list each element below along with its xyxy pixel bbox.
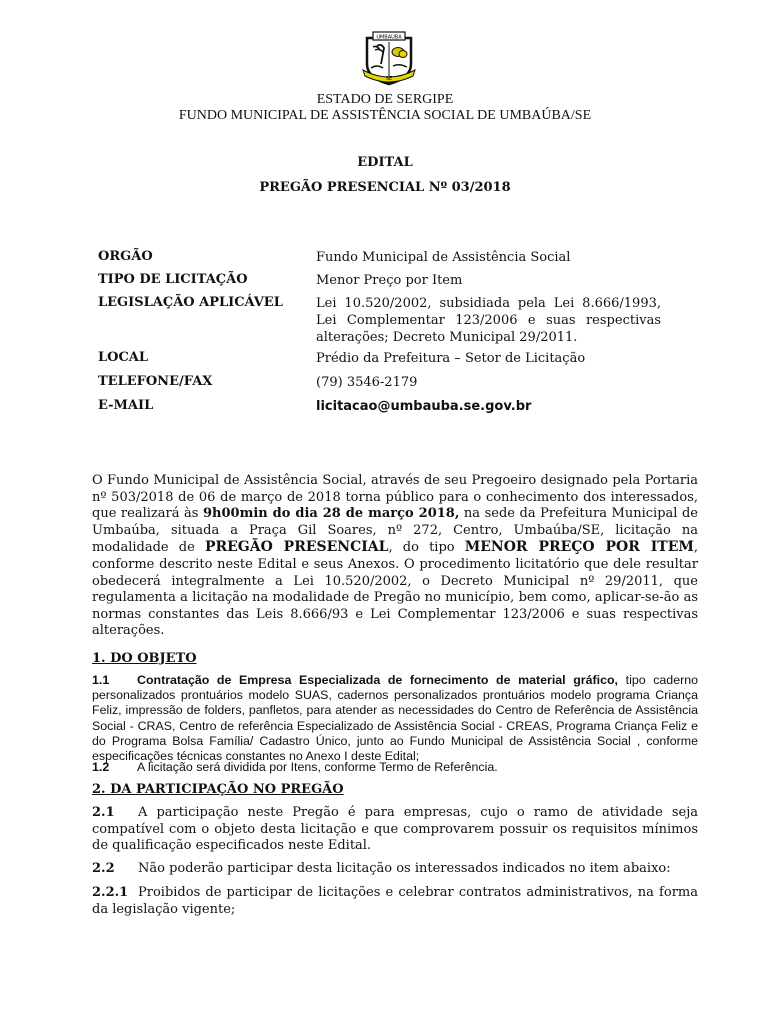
item-1-1-text: tipo caderno personalizados prontuários modelo SUAS, cadernos personalizados prontuários modelo programa Criança Feliz, impressão de folders, panfletos, para atender as necessidades do Centro de Referência de Assistência Social - CRAS, Centro de referência Especializado de Assistência Social - CREAS, Programa Criança Feliz e do Programa Bolsa Família/ Cadastro Único, junto ao Fundo Municipal de Assistência Social , conforme especificações técnicas constantes no Anexo I deste Edital; bbox=[92, 673, 698, 764]
telefone-label: TELEFONE/FAX bbox=[98, 374, 213, 389]
item-1-1 bbox=[92, 673, 698, 764]
intro-text-4: , conforme descrito neste Edital e seus Anexos. O procedimento licitatório que dele resultar obedecerá integralmente a Lei 10.520/2002, o Decreto Municipal nº 29/2011, que regulamenta a licitação na modalidade de Pregão no município, bem como, aplicar-se-ão as normas constantes das Leis 8.666/93 e Lei Complementar 123/2006 e suas respectivas alterações. bbox=[92, 540, 699, 639]
item-2-2-text: Não poderão participar desta licitação os interessados indicados no item abaixo: bbox=[138, 861, 671, 876]
item-2-1-text: A participação neste Pregão é para empresas, cujo o ramo de atividade seja compatível com o objeto desta licitação e que comprovarem possuir os requisitos mínimos de qualificação especificados neste Edital. bbox=[92, 805, 698, 854]
intro-text-1: O Fundo Municipal de Assistência Social, através de seu Pregoeiro designado pela Portaria nº 503/2018 de 06 de março de 2018 torna público para o conhecimento dos interessados, que realizará às bbox=[92, 473, 698, 522]
title-pregao: PREGÃO PRESENCIAL Nº 03/2018 bbox=[259, 180, 511, 195]
intro-date-bold: 9h00min do dia 28 de março 2018, bbox=[203, 506, 460, 522]
item-2-1-number: 2.1 bbox=[92, 805, 115, 820]
header-fund: FUNDO MUNICIPAL DE ASSISTÊNCIA SOCIAL DE UMBAÚBA/SE bbox=[178, 108, 592, 123]
email-label: E-MAIL bbox=[98, 398, 154, 413]
intro-text-2: na sede da Prefeitura Municipal de Umbaúba, situada a Praça Gil Soares, nº 272, Centro, Umbaúba/SE, licitação na modalidade de bbox=[92, 506, 698, 556]
item-2-2-1 bbox=[92, 885, 698, 918]
item-2-2-1-number: 2.2.1 bbox=[92, 885, 129, 900]
orgao-value: Fundo Municipal de Assistência Social bbox=[316, 250, 571, 265]
logo-banner-text: UMBAUBA bbox=[376, 34, 402, 41]
orgao-label: ORGÃO bbox=[98, 249, 153, 264]
item-2-2-number: 2.2 bbox=[92, 861, 115, 876]
intro-text-3: , do tipo bbox=[388, 540, 455, 556]
intro-modalidade-bold: PREGÃO PRESENCIAL bbox=[204, 539, 389, 556]
item-2-2-1-text: Proibidos de participar de licitações e celebrar contratos administrativos, na forma da legislação vigente; bbox=[92, 885, 698, 917]
item-1-1-number: 1.1 bbox=[92, 673, 110, 687]
intro-tipo-bold: MENOR PREÇO POR ITEM bbox=[464, 539, 694, 556]
section-1-title: 1. DO OBJETO bbox=[92, 651, 197, 666]
local-value: Prédio da Prefeitura – Setor de Licitação bbox=[316, 351, 586, 366]
legislacao-label: LEGISLAÇÃO APLICÁVEL bbox=[98, 295, 283, 310]
local-label: LOCAL bbox=[98, 350, 149, 365]
header-state: ESTADO DE SERGIPE bbox=[316, 92, 454, 107]
logo-motto-text: SE bbox=[385, 76, 393, 82]
email-link[interactable]: licitacao@umbauba.se.gov.br bbox=[316, 399, 532, 414]
item-1-2 bbox=[92, 760, 698, 775]
title-edital: EDITAL bbox=[357, 155, 413, 170]
coat-of-arms-logo bbox=[359, 30, 419, 86]
telefone-value: (79) 3546-2179 bbox=[316, 375, 418, 390]
section-2-title: 2. DA PARTICIPAÇÃO NO PREGÃO bbox=[92, 782, 344, 797]
item-2-1 bbox=[92, 805, 698, 855]
legislacao-value: Lei 10.520/2002, subsidiada pela Lei 8.666/1993, Lei Complementar 123/2006 e suas respectivas alterações; Decreto Municipal 29/2011. bbox=[316, 296, 661, 345]
item-1-2-number: 1.2 bbox=[92, 760, 110, 774]
item-1-2-text: A licitação será dividida por Itens, conforme Termo de Referência. bbox=[137, 760, 498, 774]
item-1-1-bold: Contratação de Empresa Especializada de fornecimento de material gráfico, bbox=[137, 673, 618, 687]
tipo-value: Menor Preço por Item bbox=[316, 273, 463, 288]
intro-paragraph bbox=[92, 473, 698, 640]
item-2-2 bbox=[92, 861, 698, 878]
tipo-label: TIPO DE LICITAÇÃO bbox=[98, 272, 248, 287]
